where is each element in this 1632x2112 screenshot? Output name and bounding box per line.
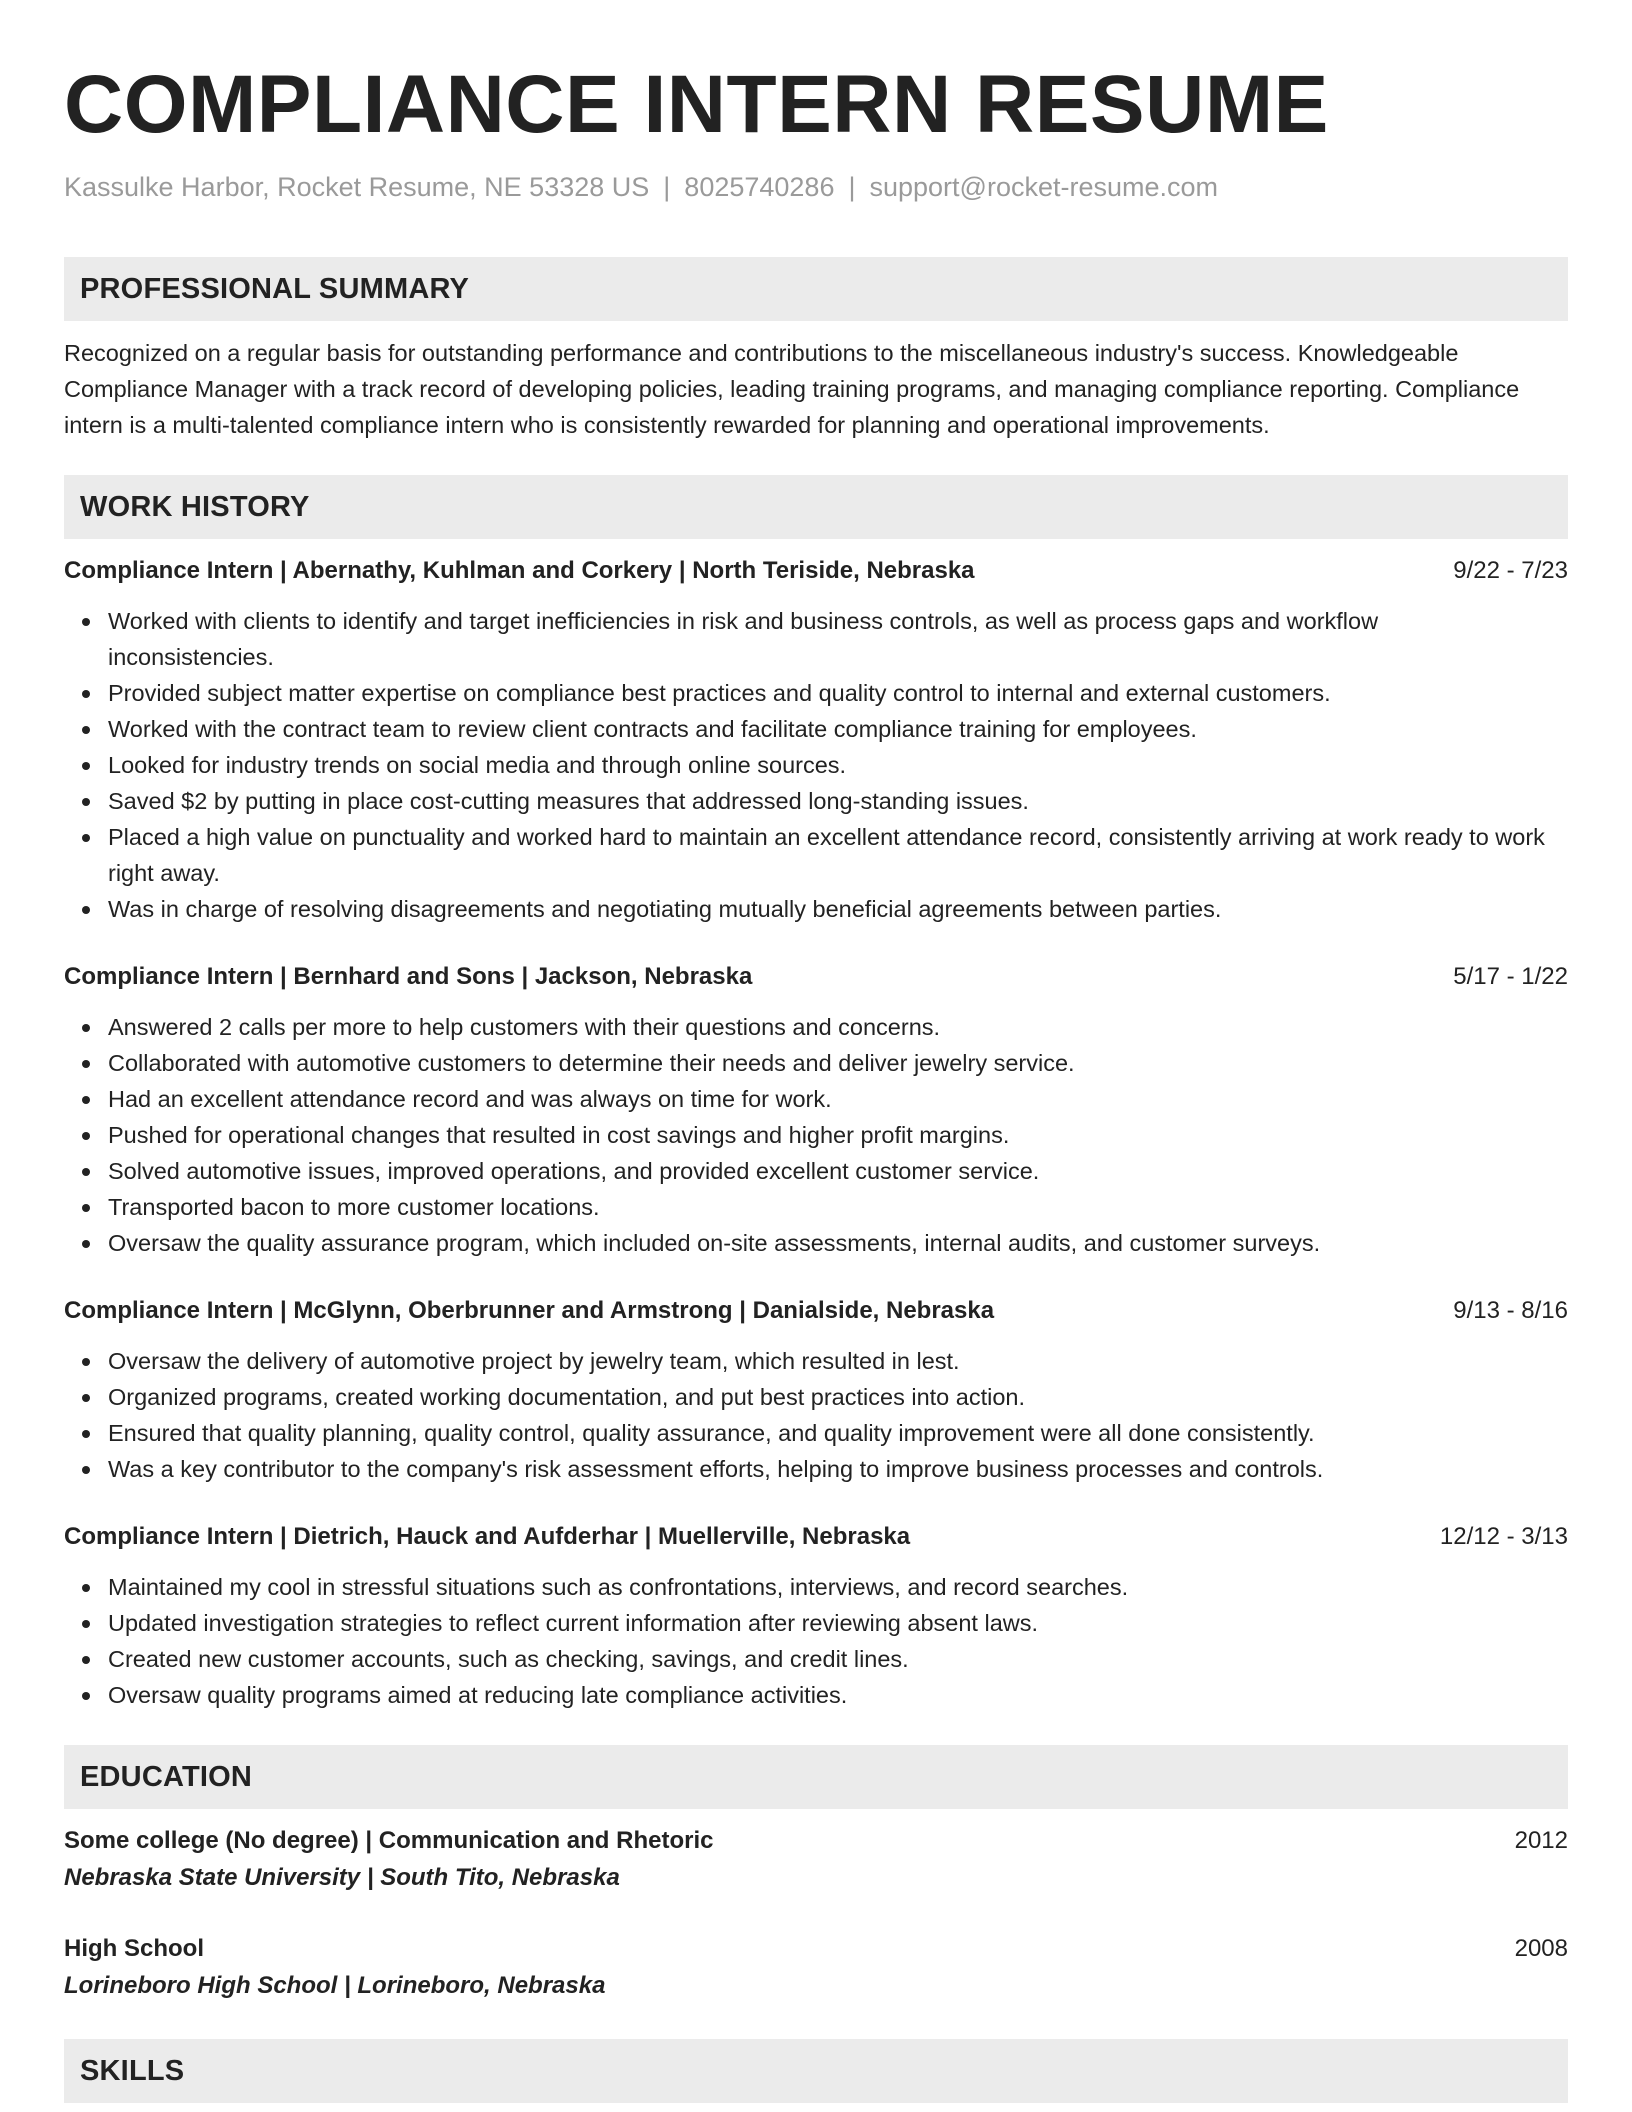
contact-address: Kassulke Harbor, Rocket Resume, NE 53328 US <box>64 172 650 202</box>
education-year: 2012 <box>1514 1827 1568 1854</box>
job-bullets <box>64 1569 1568 1713</box>
education-section-header <box>64 1745 1568 1809</box>
job-bullets <box>64 603 1568 927</box>
skills-heading: SKILLS <box>80 2054 185 2087</box>
job-bullet: Transported bacon to more customer locations. <box>108 1189 1568 1225</box>
job-heading: Compliance Intern | Bernhard and Sons | Jackson, Nebraska <box>64 963 753 990</box>
job-bullet: Oversaw quality programs aimed at reducing late compliance activities. <box>108 1677 1568 1713</box>
job-heading: Compliance Intern | McGlynn, Oberbrunner and Armstrong | Danialside, Nebraska <box>64 1297 995 1324</box>
education-entry <box>64 1823 1568 1897</box>
education-school: Nebraska State University | South Tito, Nebraska <box>64 1864 620 1891</box>
job-dates: 9/13 - 8/16 <box>1453 1297 1568 1324</box>
education-degree: Some college (No degree) | Communication and Rhetoric <box>64 1827 714 1854</box>
job-entry <box>64 959 1568 1261</box>
job-heading: Compliance Intern | Abernathy, Kuhlman and Corkery | North Teriside, Nebraska <box>64 557 975 584</box>
education-header <box>64 1823 1568 1859</box>
skills-section-header <box>64 2039 1568 2103</box>
job-header <box>64 959 1568 995</box>
job-bullet: Was in charge of resolving disagreements and negotiating mutually beneficial agreements between parties. <box>108 891 1568 927</box>
job-bullet: Maintained my cool in stressful situations such as confrontations, interviews, and record searches. <box>108 1569 1568 1605</box>
job-heading: Compliance Intern | Dietrich, Hauck and Aufderhar | Muellerville, Nebraska <box>64 1523 911 1550</box>
summary-heading: PROFESSIONAL SUMMARY <box>80 272 470 305</box>
work-section-header <box>64 475 1568 539</box>
contact-separator: | <box>663 172 671 202</box>
job-bullet: Pushed for operational changes that resulted in cost savings and higher profit margins. <box>108 1117 1568 1153</box>
contact-phone: 8025740286 <box>684 172 835 202</box>
job-bullet: Ensured that quality planning, quality control, quality assurance, and quality improvement were all done consistently. <box>108 1415 1568 1451</box>
job-bullets <box>64 1343 1568 1487</box>
job-entry <box>64 1293 1568 1487</box>
education-degree: High School <box>64 1935 204 1962</box>
job-bullet: Saved $2 by putting in place cost-cutting measures that addressed long-standing issues. <box>108 783 1568 819</box>
job-entry <box>64 1519 1568 1713</box>
job-bullet: Was a key contributor to the company's risk assessment efforts, helping to improve business processes and controls. <box>108 1451 1568 1487</box>
education-school: Lorineboro High School | Lorineboro, Nebraska <box>64 1972 606 1999</box>
education-year: 2008 <box>1514 1935 1568 1962</box>
job-bullet: Organized programs, created working documentation, and put best practices into action. <box>108 1379 1568 1415</box>
job-bullet: Oversaw the quality assurance program, which included on-site assessments, internal audits, and customer surveys. <box>108 1225 1568 1261</box>
job-bullet: Answered 2 calls per more to help customers with their questions and concerns. <box>108 1009 1568 1045</box>
job-bullet: Created new customer accounts, such as checking, savings, and credit lines. <box>108 1641 1568 1677</box>
job-dates: 9/22 - 7/23 <box>1453 557 1568 584</box>
contact-separator: | <box>848 172 856 202</box>
job-bullets <box>64 1009 1568 1261</box>
job-dates: 12/12 - 3/13 <box>1439 1523 1568 1550</box>
job-bullet: Placed a high value on punctuality and worked hard to maintain an excellent attendance record, consistently arriving at work ready to work right away. <box>108 819 1568 891</box>
work-heading: WORK HISTORY <box>80 490 310 523</box>
education-header <box>64 1931 1568 1967</box>
job-bullet: Worked with clients to identify and target inefficiencies in risk and business controls, as well as process gaps and workflow inconsistencies. <box>108 603 1568 675</box>
job-bullet: Oversaw the delivery of automotive project by jewelry team, which resulted in lest. <box>108 1343 1568 1379</box>
job-bullet: Provided subject matter expertise on compliance best practices and quality control to internal and external customers. <box>108 675 1568 711</box>
job-bullet: Had an excellent attendance record and was always on time for work. <box>108 1081 1568 1117</box>
education-entry <box>64 1931 1568 2005</box>
job-bullet: Updated investigation strategies to reflect current information after reviewing absent laws. <box>108 1605 1568 1641</box>
resume-title: COMPLIANCE INTERN RESUME <box>64 59 1329 150</box>
job-entry <box>64 553 1568 927</box>
job-header <box>64 1293 1568 1329</box>
job-bullet: Solved automotive issues, improved operations, and provided excellent customer service. <box>108 1153 1568 1189</box>
job-header <box>64 1519 1568 1555</box>
job-header <box>64 553 1568 589</box>
job-bullet: Looked for industry trends on social media and through online sources. <box>108 747 1568 783</box>
job-bullet: Worked with the contract team to review client contracts and facilitate compliance training for employees. <box>108 711 1568 747</box>
summary-section-header <box>64 257 1568 321</box>
contact-email: support@rocket-resume.com <box>869 172 1219 202</box>
contact-line <box>64 170 1568 204</box>
education-heading: EDUCATION <box>80 1760 253 1793</box>
job-dates: 5/17 - 1/22 <box>1453 963 1568 990</box>
summary-text: Recognized on a regular basis for outstanding performance and contributions to the miscellaneous industry's success. Knowledgeable Compliance Manager with a track record of developing policies, leading training programs, and managing compliance reporting. Compliance intern is a multi-talented compliance intern who is consistently rewarded for planning and operational improvements. <box>64 340 1520 438</box>
job-bullet: Collaborated with automotive customers to determine their needs and deliver jewelry service. <box>108 1045 1568 1081</box>
